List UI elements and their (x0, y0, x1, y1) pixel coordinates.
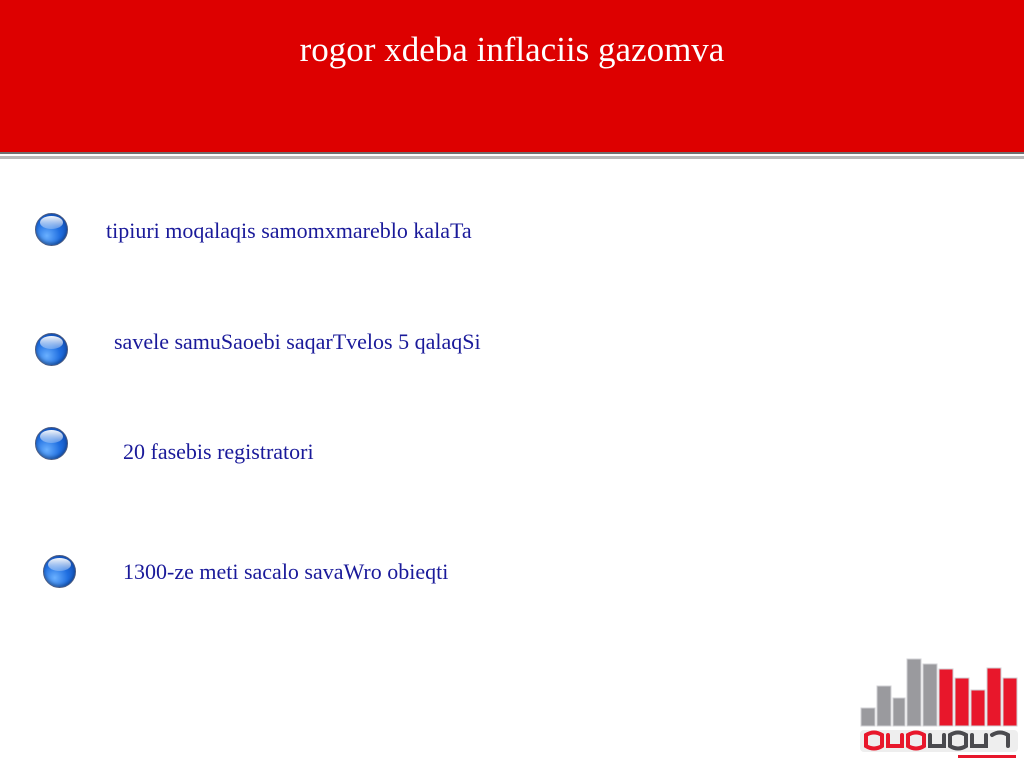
bullet-item-text: 20 fasebis registratori (123, 439, 314, 464)
bullet-item-text: tipiuri moqalaqis samomxmareblo kalaTa (106, 218, 472, 243)
header-divider-light (0, 156, 1024, 159)
bar-chart-logo-icon (858, 656, 1020, 762)
bullet-sphere-icon (35, 213, 68, 246)
bullet-sphere-icon (35, 427, 68, 460)
slide-title: rogor xdeba inflaciis gazomva (299, 30, 725, 69)
bullet-sphere-icon (35, 333, 68, 366)
header-banner (0, 0, 1024, 152)
bullet-item-text: 1300-ze meti sacalo savaWro obieqti (123, 559, 449, 584)
bullet-item-text: savele samuSaoebi saqarTvelos 5 qalaqSi (114, 329, 481, 354)
bullet-sphere-icon (43, 555, 76, 588)
header-divider (0, 152, 1024, 154)
